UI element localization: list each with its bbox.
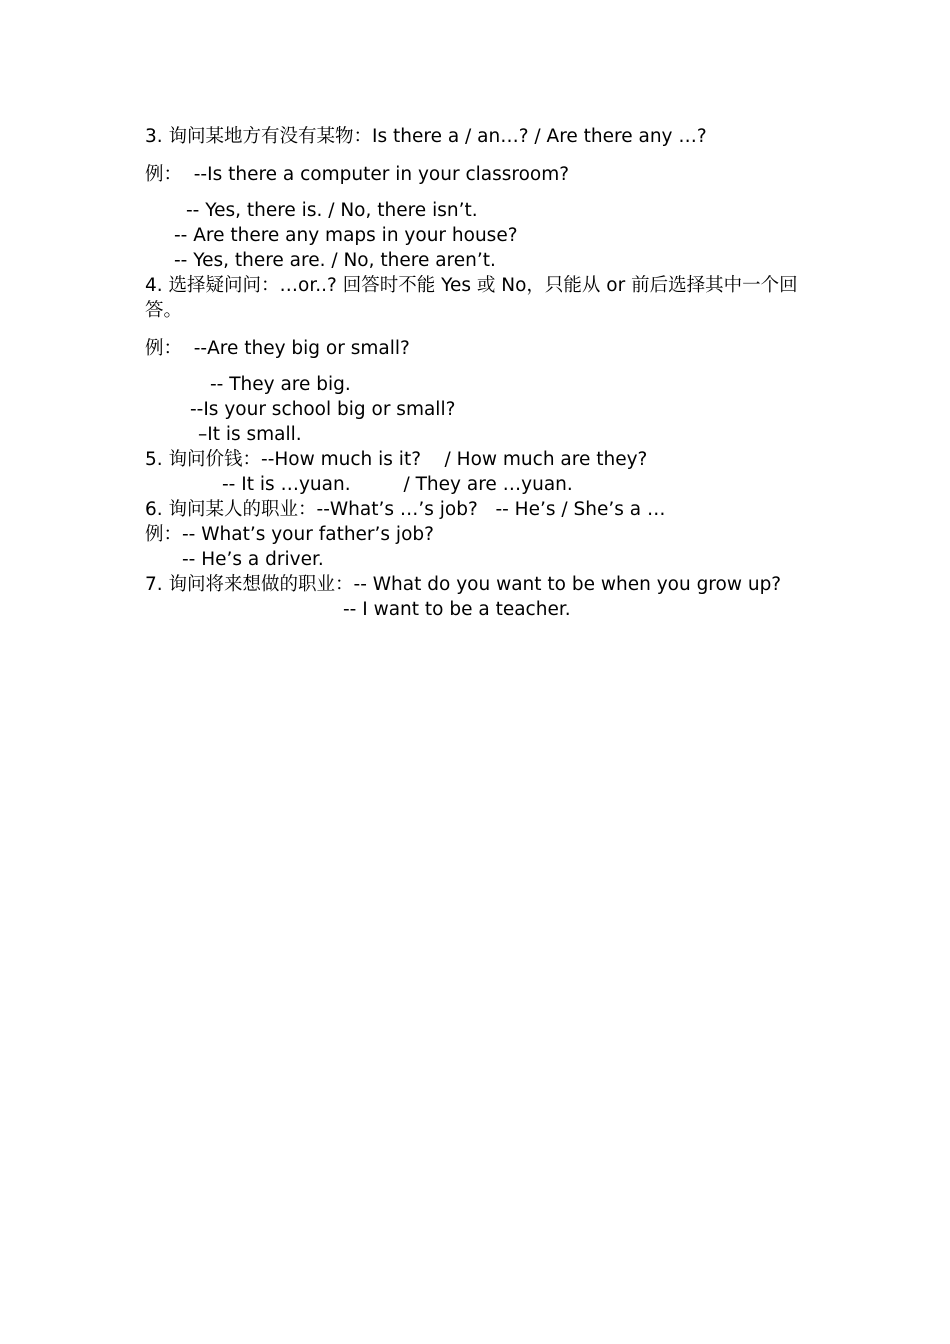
example-3-answer: -- They are big. <box>210 374 351 395</box>
item-4-heading-continued: 答。 <box>145 300 183 321</box>
example-1-answer: -- Yes, there is. / No, there isn’t. <box>186 200 478 221</box>
item-3-heading: 3. 询问某地方有没有某物：Is there a / an…? / Are there any …? <box>145 126 707 147</box>
item-5-heading: 5. 询问价钱：--How much is it? / How much are they? <box>145 449 648 470</box>
item-7-heading: 7. 询问将来想做的职业：-- What do you want to be when you grow up? <box>145 574 782 595</box>
example-2-question: -- Are there any maps in your house? <box>174 225 518 246</box>
example-4-question: --Is your school big or small? <box>190 399 456 420</box>
item-5-answer: -- It is …yuan. / They are …yuan. <box>222 474 573 495</box>
item-7-answer: -- I want to be a teacher. <box>343 599 571 620</box>
example-2-answer: -- Yes, there are. / No, there aren’t. <box>174 250 496 271</box>
example-5-question: 例：-- What’s your father’s job? <box>145 524 434 545</box>
example-3-question: 例： --Are they big or small? <box>145 338 410 359</box>
item-6-heading: 6. 询问某人的职业：--What’s …’s job? -- He’s / She’s a … <box>145 499 666 520</box>
example-1-question: 例： --Is there a computer in your classroom? <box>145 164 570 185</box>
item-4-heading: 4. 选择疑问问：…or..? 回答时不能 Yes 或 No，只能从 or 前后选择其中一个回 <box>145 275 798 296</box>
example-4-answer: –It is small. <box>198 424 302 445</box>
example-5-answer: -- He’s a driver. <box>182 549 324 570</box>
